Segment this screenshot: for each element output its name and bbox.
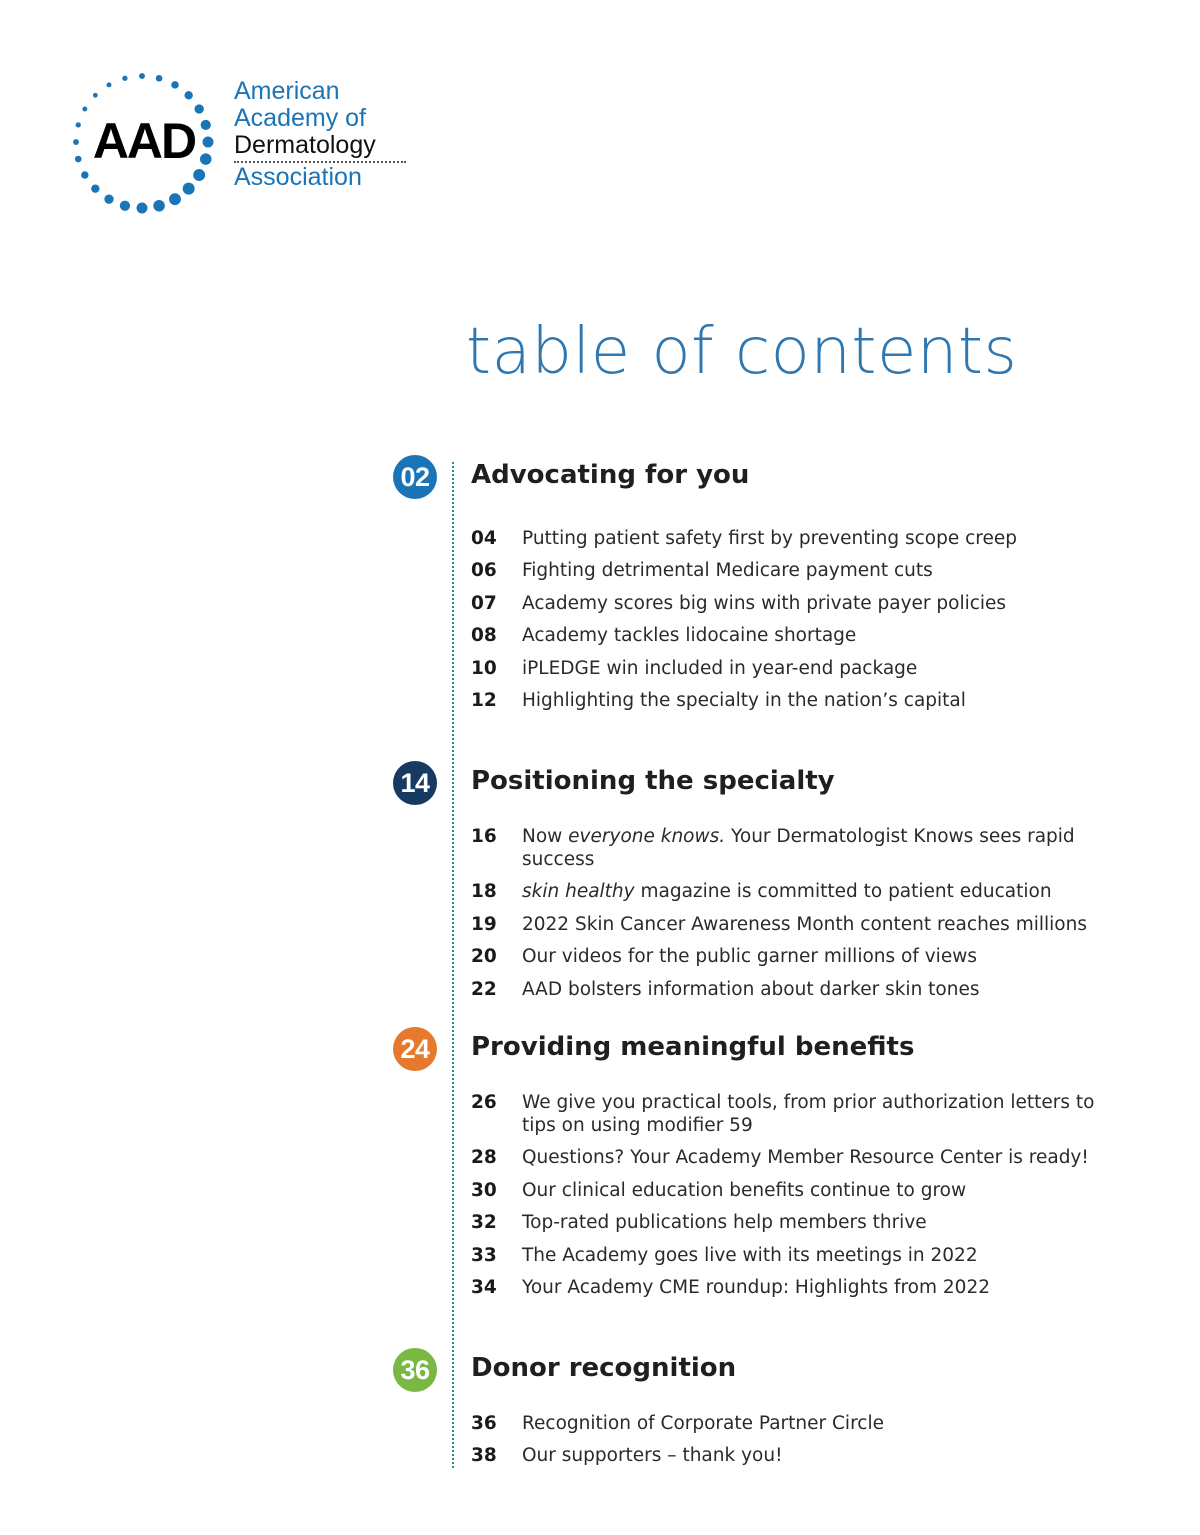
logo-dot <box>171 81 178 88</box>
logo-dot <box>76 122 81 127</box>
logo-line-3: Dermatology <box>234 132 406 163</box>
entry-page-number: 20 <box>471 946 497 968</box>
section-badge[interactable]: 36 <box>393 1348 437 1392</box>
entry-page-number: 10 <box>471 657 497 679</box>
entry-title: Highlighting the specialty in the nation’s capital <box>522 689 966 711</box>
toc-entry[interactable] <box>471 1276 1171 1299</box>
logo-dot <box>153 200 165 212</box>
entry-list <box>471 1091 1171 1308</box>
entry-title-part: Now <box>522 826 569 847</box>
page-title: table of contents <box>466 315 1018 389</box>
logo-dot <box>169 193 181 205</box>
entry-title-part: Your Dermatologist Knows sees rapid success <box>522 826 1075 870</box>
entry-title <box>522 880 1118 903</box>
entry-title: Top-rated publications help members thrive <box>522 1212 927 1234</box>
section-badge[interactable]: 02 <box>393 455 437 499</box>
toc-entry[interactable] <box>471 527 1171 550</box>
entry-title: Questions? Your Academy Member Resource Center is ready! <box>522 1147 1089 1169</box>
section-heading[interactable]: Positioning the specialty <box>471 766 835 796</box>
entry-page-number: 04 <box>471 528 497 549</box>
section-heading[interactable]: Advocating for you <box>471 460 750 490</box>
entry-title: The Academy goes live with its meetings in 2022 <box>522 1244 978 1266</box>
logo-dot <box>203 137 214 148</box>
entry-title: Your Academy CME roundup: Highlights from 2022 <box>522 1276 990 1298</box>
entry-title-italic: skin healthy <box>522 881 635 903</box>
logo-dot <box>91 184 99 192</box>
entry-page-number: 28 <box>471 1147 497 1169</box>
logo-dot <box>139 73 145 79</box>
entry-page-number: 30 <box>471 1179 497 1201</box>
toc-entry[interactable] <box>471 1244 1171 1267</box>
toc-entry[interactable] <box>471 825 1171 871</box>
logo-line-2: Academy of <box>234 104 367 132</box>
dotted-divider <box>452 462 454 1468</box>
toc-entry[interactable] <box>471 1146 1171 1169</box>
aad-logo <box>66 66 406 226</box>
toc-entry[interactable] <box>471 1179 1171 1202</box>
entry-page-number: 38 <box>471 1445 497 1467</box>
logo-dot <box>104 194 113 203</box>
logo-acronym: AAD <box>92 113 196 169</box>
toc-entry[interactable] <box>471 657 1171 680</box>
entry-page-number: 12 <box>471 689 497 711</box>
section-badge[interactable]: 14 <box>393 761 437 805</box>
entry-title-part: magazine is committed to patient education <box>634 881 1052 903</box>
logo-wordmark <box>234 78 406 191</box>
toc-entry[interactable] <box>471 689 1171 712</box>
toc-entry[interactable] <box>471 880 1171 903</box>
entry-title: Our supporters – thank you! <box>522 1445 783 1467</box>
logo-dot <box>120 201 130 211</box>
logo-dot <box>183 183 195 195</box>
entry-page-number: 22 <box>471 978 497 1000</box>
toc-entry[interactable] <box>471 1444 1171 1467</box>
entry-page-number: 08 <box>471 625 497 647</box>
entry-page-number: 07 <box>471 592 497 614</box>
logo-dot <box>156 75 163 82</box>
entry-page-number: 26 <box>471 1092 497 1113</box>
toc-entry[interactable] <box>471 624 1171 647</box>
entry-page-number: 32 <box>471 1212 497 1234</box>
entry-title: 2022 Skin Cancer Awareness Month content reaches millions <box>522 913 1087 935</box>
toc-entry[interactable] <box>471 913 1171 936</box>
logo-dot <box>184 91 192 99</box>
entry-page-number: 34 <box>471 1276 497 1298</box>
logo-dot <box>122 76 127 81</box>
entry-list <box>471 527 1171 721</box>
entry-title: iPLEDGE win included in year-end package <box>522 657 918 679</box>
entry-title: Recognition of Corporate Partner Circle <box>522 1413 884 1434</box>
entry-title: Fighting detrimental Medicare payment cuts <box>522 560 933 582</box>
toc-entry[interactable] <box>471 559 1171 582</box>
logo-dot <box>81 171 88 178</box>
logo-line-1: American <box>234 77 340 105</box>
entry-page-number: 33 <box>471 1244 497 1266</box>
logo-dot <box>93 93 98 98</box>
entry-page-number: 36 <box>471 1413 497 1434</box>
entry-list <box>471 1412 1171 1477</box>
toc-entry[interactable] <box>471 978 1171 1001</box>
entry-title <box>522 825 1118 871</box>
entry-page-number: 16 <box>471 826 497 847</box>
entry-page-number: 19 <box>471 913 497 935</box>
section-heading[interactable]: Providing meaningful benefits <box>471 1032 915 1062</box>
entry-title: We give you practical tools, from prior authorization letters to tips on using modifier 59 <box>522 1092 1095 1136</box>
logo-dot <box>75 156 82 163</box>
entry-page-number: 06 <box>471 560 497 582</box>
toc-entry[interactable] <box>471 1412 1171 1435</box>
section-badge[interactable]: 24 <box>393 1027 437 1071</box>
logo-dot <box>137 203 148 214</box>
entry-title: AAD bolsters information about darker skin tones <box>522 978 980 1000</box>
entry-title-italic: everyone knows. <box>568 826 726 847</box>
toc-entry[interactable] <box>471 1211 1171 1234</box>
logo-line-4: Association <box>234 163 362 191</box>
logo-dot <box>73 139 79 145</box>
entry-title: Academy tackles lidocaine shortage <box>522 625 857 647</box>
entry-list <box>471 825 1171 1010</box>
entry-title: Academy scores big wins with private payer policies <box>522 592 1007 614</box>
toc-entry[interactable] <box>471 1091 1171 1137</box>
entry-title: Our videos for the public garner millions of views <box>522 946 977 968</box>
entry-title: Putting patient safety first by preventing scope creep <box>522 528 1017 549</box>
toc-entry[interactable] <box>471 945 1171 968</box>
section-heading[interactable]: Donor recognition <box>471 1353 737 1383</box>
toc-entry[interactable] <box>471 592 1171 615</box>
logo-dot <box>107 82 112 87</box>
entry-page-number: 18 <box>471 881 497 903</box>
entry-title: Our clinical education benefits continue to grow <box>522 1179 967 1201</box>
